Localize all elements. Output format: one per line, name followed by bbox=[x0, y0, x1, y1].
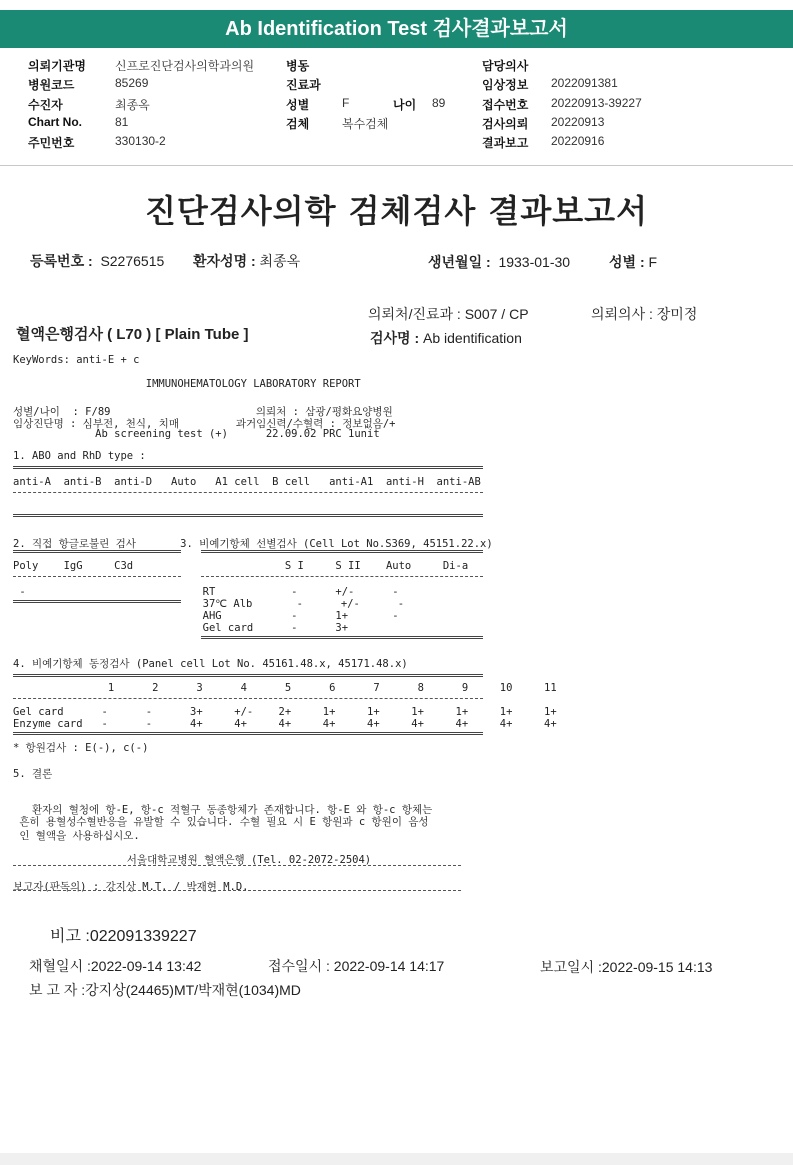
rule-line bbox=[13, 466, 483, 469]
header-value: 2022091381 bbox=[551, 76, 618, 91]
header-value: 85269 bbox=[115, 76, 149, 91]
reporter: 보 고 자 :강지상(24465)MT/박재현(1034)MD bbox=[29, 982, 301, 998]
header-label: Chart No. bbox=[28, 114, 82, 129]
header-label: 의뢰기관명 bbox=[28, 59, 86, 73]
report-line: KeyWords: anti-E + c bbox=[13, 354, 140, 366]
rule-line bbox=[13, 890, 461, 891]
header-label: 검사의뢰 bbox=[482, 116, 529, 131]
date-of-birth: 생년월일 : 1933-01-30 bbox=[428, 254, 571, 270]
requesting-doctor: 의뢰의사 : 장미정 bbox=[591, 306, 698, 322]
report-line: 임상진단명 : 심부전, 천식, 치매 과거임신력/수혈력 : 정보없음/+ bbox=[13, 418, 396, 430]
report-line: 2. 직접 항글로불린 검사 3. 비예기항체 선별검사 (Cell Lot No.S369, 45151.22.x) bbox=[13, 538, 493, 550]
rule-line bbox=[201, 550, 483, 553]
report-line: 1 2 3 4 5 6 7 8 9 10 11 bbox=[13, 682, 557, 694]
report-header-title: Ab Identification Test 검사결과보고서 bbox=[0, 10, 793, 48]
header-value: 신프로진단검사의학과의원 bbox=[115, 59, 255, 73]
report-line: IMMUNOHEMATOLOGY LABORATORY REPORT bbox=[13, 378, 361, 390]
report-line: Enzyme card - - 4+ 4+ 4+ 4+ 4+ 4+ 4+ 4+ 4+ bbox=[13, 718, 557, 730]
report-line: 1. ABO and RhD type : bbox=[13, 450, 146, 462]
report-line: AHG - 1+ - bbox=[13, 610, 399, 622]
header-value: 최종옥 bbox=[115, 97, 150, 112]
report-line: 환자의 혈청에 항-E, 항-c 적혈구 동종항체가 존재합니다. 항-E 와 항-c 항체는 bbox=[13, 804, 433, 816]
rule-line bbox=[13, 600, 181, 603]
patient-name: 환자성명 : 최종옥 bbox=[193, 253, 301, 269]
report-line: anti-A anti-B anti-D Auto A1 cell B cell anti-A1 anti-H anti-AB bbox=[13, 476, 481, 488]
report-datetime: 보고일시 :2022-09-15 14:13 bbox=[540, 959, 713, 975]
report-line: 보고자(판독의) : 강지상 M.T. / 박재현 M.D. bbox=[13, 881, 249, 893]
header-label: 결과보고 bbox=[482, 136, 529, 151]
header-label: 병동 bbox=[286, 59, 310, 73]
header-label: 검체 bbox=[286, 116, 310, 131]
test-group: 혈액은행검사 ( L70 ) [ Plain Tube ] bbox=[16, 326, 249, 343]
collection-datetime: 채혈일시 :2022-09-14 13:42 bbox=[29, 958, 202, 974]
registration-number: 등록번호 : S2276515 bbox=[30, 253, 165, 269]
report-line: 인 혈액을 사용하십시오. bbox=[13, 830, 140, 842]
report-line: Gel card - 3+ bbox=[13, 622, 349, 634]
header-value: 89 bbox=[432, 95, 446, 110]
report-title: 진단검사의학 검체검사 결과보고서 bbox=[145, 192, 648, 230]
header-value: 복수검체 bbox=[342, 116, 389, 131]
header-label: 병원코드 bbox=[28, 78, 75, 93]
page-bottom-strip bbox=[0, 1153, 793, 1165]
header-value: 20220913-39227 bbox=[551, 95, 642, 110]
rule-line bbox=[13, 492, 483, 493]
header-value: 20220916 bbox=[551, 134, 605, 149]
report-line: - RT - +/- - bbox=[13, 586, 399, 598]
requesting-department: 의뢰처/진료과 : S007 / CP bbox=[368, 306, 529, 322]
header-value: F bbox=[342, 95, 350, 110]
header-label: 수진자 bbox=[28, 97, 63, 112]
patient-sex: 성별 : F bbox=[609, 254, 658, 270]
report-line: 흔히 용혈성수혈반응을 유발할 수 있습니다. 수혈 필요 시 E 항원과 c 항원이 음성 bbox=[13, 816, 429, 828]
report-line: Gel card - - 3+ +/- 2+ 1+ 1+ 1+ 1+ 1+ 1+ bbox=[13, 706, 557, 718]
report-line: 37℃ Alb - +/- - bbox=[13, 598, 405, 610]
rule-line bbox=[13, 865, 461, 866]
header-label: 담당의사 bbox=[482, 59, 529, 73]
header-label: 접수번호 bbox=[482, 97, 529, 112]
report-line: 5. 결론 bbox=[13, 768, 53, 780]
report-line: * 항원검사 : E(-), c(-) bbox=[13, 742, 149, 754]
rule-line bbox=[201, 636, 483, 639]
test-name: 검사명 : Ab identification bbox=[370, 330, 522, 346]
header-label: 주민번호 bbox=[28, 136, 75, 151]
receipt-datetime: 접수일시 : 2022-09-14 14:17 bbox=[268, 958, 445, 974]
header-value: 20220913 bbox=[551, 114, 605, 129]
header-value: 81 bbox=[115, 114, 129, 129]
header-label: 진료과 bbox=[286, 78, 321, 93]
report-line: 서울대학교병원 혈액은행 (Tel. 02-2072-2504) bbox=[13, 854, 372, 866]
header-divider bbox=[0, 165, 793, 166]
report-line: 4. 비예기항체 동정검사 (Panel cell Lot No. 45161.48.x, 45171.48.x) bbox=[13, 658, 408, 670]
rule-line bbox=[13, 674, 483, 677]
rule-line bbox=[13, 698, 483, 699]
rule-line bbox=[13, 550, 181, 553]
report-line: Ab screening test (+) 22.09.02 PRC 1unit bbox=[13, 428, 380, 440]
header-label: 성별 bbox=[286, 97, 310, 112]
rule-line bbox=[13, 514, 483, 517]
remark: 비고 :022091339227 bbox=[50, 928, 197, 945]
header-label: 나이 bbox=[393, 97, 417, 112]
header-value: 330130-2 bbox=[115, 134, 166, 149]
rule-line bbox=[201, 576, 483, 577]
report-line: 성별/나이 : F/89 의뢰처 : 삼광/평화요양병원 bbox=[13, 406, 393, 418]
rule-line bbox=[13, 576, 181, 577]
report-line: Poly IgG C3d S I S II Auto Di-a bbox=[13, 560, 469, 572]
rule-line bbox=[13, 732, 483, 735]
header-label: 임상정보 bbox=[482, 78, 529, 93]
